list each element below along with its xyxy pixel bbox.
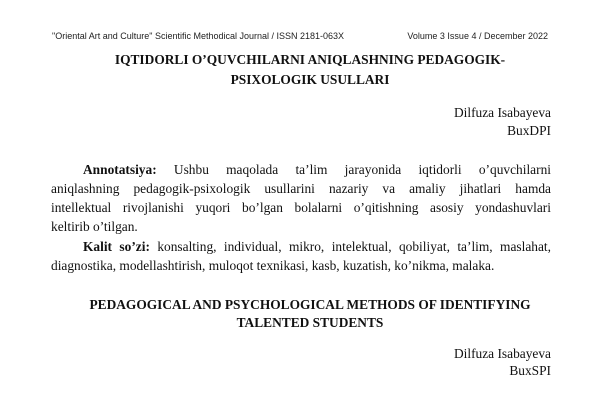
abstract-line-4: keltirib o’tilgan.: [51, 219, 138, 234]
uz-title-line-1: IQTIDORLI O’QUVCHILARNI ANIQLASHNING PEDAGOGIK-: [114, 52, 506, 67]
keywords-label: Kalit so’zi:: [83, 239, 150, 254]
abstract-text-1: Ushbu maqolada ta’lim jarayonida iqtidorli o’quvchilarni: [173, 162, 551, 177]
abstract-line-3: intellektual rivojlanishi yuqori bo’lgan bolalarni o’qitishning asosiy yondashuvlari: [51, 200, 551, 215]
issue-header: Volume 3 Issue 4 / December 2022: [407, 31, 548, 41]
uz-author-name: Dilfuza Isabayeva: [453, 105, 551, 120]
en-title-line-1: PEDAGOGICAL AND PSYCHOLOGICAL METHODS OF IDENTIFYING: [89, 297, 531, 312]
abstract-line-1: [83, 160, 551, 179]
uz-author-institution: BuxDPI: [507, 123, 551, 138]
en-title-line-2: TALENTED STUDENTS: [236, 315, 384, 330]
en-author-institution: BuxSPI: [509, 363, 551, 378]
keywords-line-2: diagnostika, modellashtirish, muloqot texnikasi, kasb, kuzatish, ko’nikma, malaka.: [51, 258, 495, 273]
journal-header: "Oriental Art and Culture" Scientific Methodical Journal / ISSN 2181-063X: [52, 31, 345, 41]
keywords-text-1: konsalting, individual, mikro, intelektual, qobiliyat, ta’lim, maslahat,: [157, 239, 552, 254]
abstract-label: Annotatsiya:: [83, 162, 157, 177]
en-author-name: Dilfuza Isabayeva: [453, 346, 551, 361]
uz-title-line-2: PSIXOLOGIK USULLARI: [230, 72, 390, 87]
keywords-line-1: [83, 237, 551, 256]
abstract-line-2: aniqlashning pedagogik-psixologik usullarini nazariy va amaliy jihatlari hamda: [51, 181, 551, 196]
